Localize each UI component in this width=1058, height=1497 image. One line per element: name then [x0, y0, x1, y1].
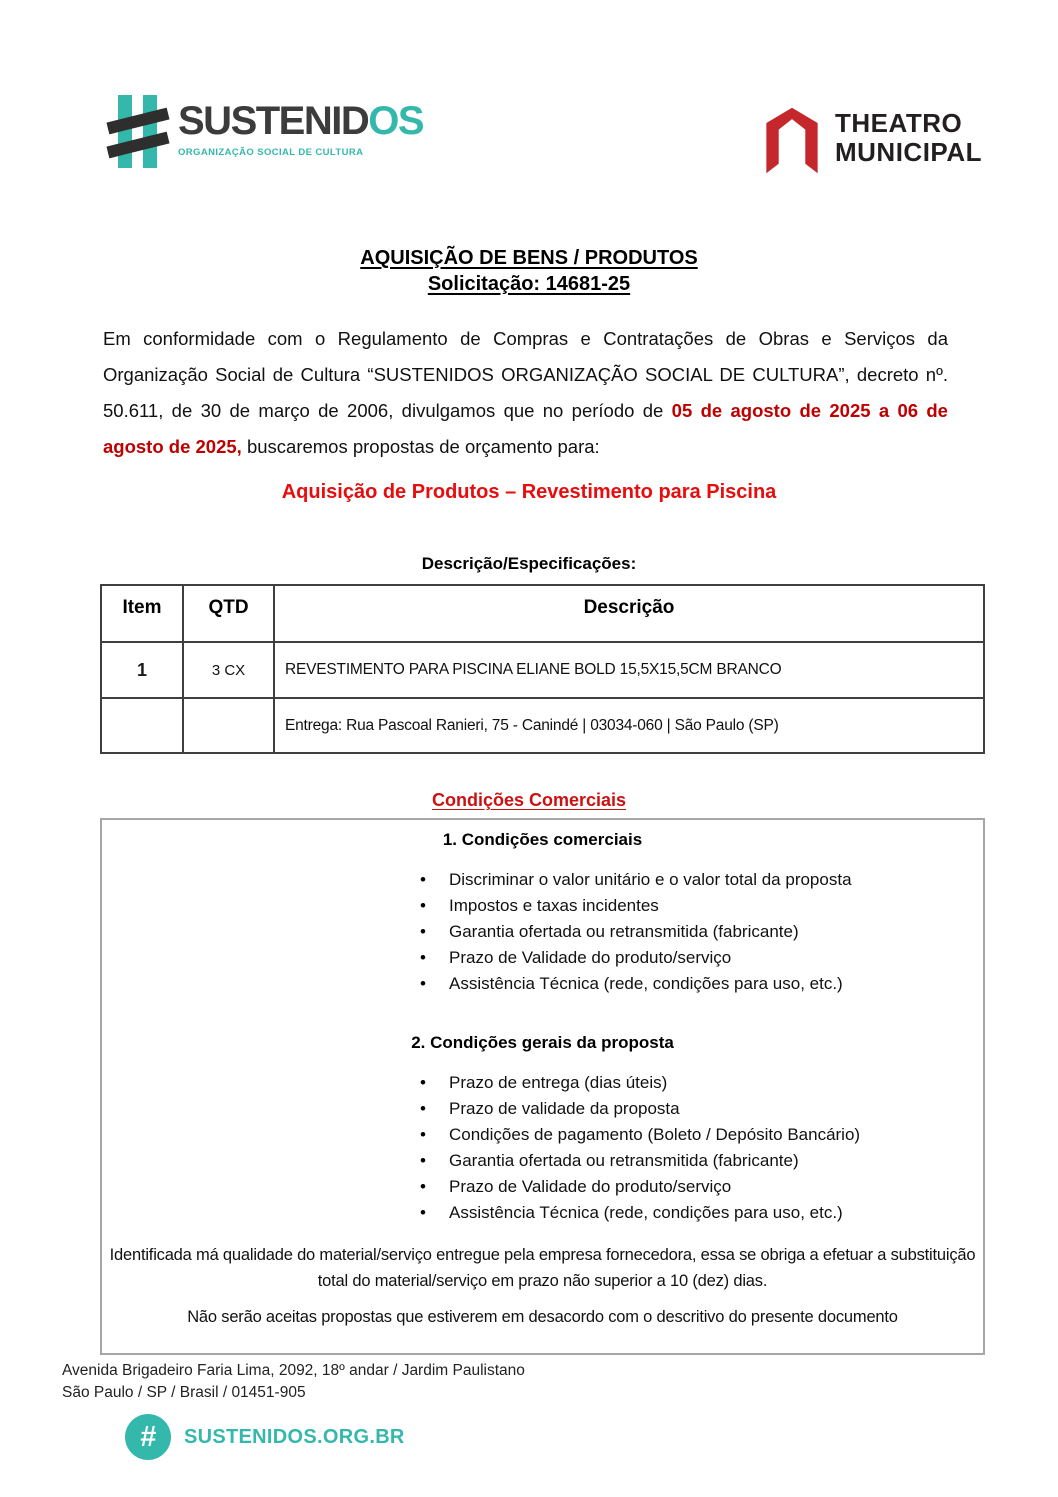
sustenidos-logo-text	[178, 93, 423, 158]
intro-part1: Em conformidade com o Regulamento de Compras e Contratações de Obras e Serviços da Organização Social de Cultura “SUSTENIDOS ORGANIZAÇÃO SOCIAL DE CULTURA”, decreto nº. 50.611, de 30 de março de 2006, divulgamos que no período de	[103, 328, 948, 421]
theatro-line2: MUNICIPAL	[834, 137, 982, 168]
footer-website: SUSTENIDOS.ORG.BR	[184, 1425, 405, 1448]
table-row	[101, 642, 984, 698]
sustenidos-logo	[110, 93, 423, 173]
document-title	[0, 245, 1058, 297]
column-header-qtd: QTD	[183, 585, 274, 642]
sustenidos-name-dark: SUSTENID	[178, 99, 369, 143]
item-number: 1	[101, 642, 183, 698]
footer-address-line1: Avenida Brigadeiro Faria Lima, 2092, 18º andar / Jardim Paulistano	[62, 1362, 525, 1379]
acceptance-note: Não serão aceitas propostas que estiverem em desacordo com o descritivo do presente documento	[187, 1308, 898, 1326]
sustenidos-tagline: ORGANIZAÇÃO SOCIAL DE CULTURA	[178, 147, 364, 158]
list-item: • Prazo de Validade do produto/serviço	[420, 1174, 983, 1200]
conditions-section2-list	[420, 1070, 983, 1226]
list-item: • Discriminar o valor unitário e o valor total da proposta	[420, 867, 983, 893]
table-header-row	[101, 585, 984, 642]
theatro-logo-text	[835, 103, 982, 167]
conditions-heading: Condições Comerciais	[431, 790, 627, 810]
quality-note: Identificada má qualidade do material/serviço entregue pela empresa fornecedora, essa se obriga a efetuar a substituição total do material/serviço em prazo não superior a 10 (dez) dias.	[109, 1246, 976, 1290]
item-description: REVESTIMENTO PARA PISCINA ELIANE BOLD 15,5X15,5CM BRANCO	[274, 642, 984, 698]
conditions-box	[100, 818, 985, 1355]
delivery-address: Entrega: Rua Pascoal Ranieri, 75 - Canindé | 03034-060 | São Paulo (SP)	[274, 698, 984, 753]
title-line2: Solicitação: 14681-25	[427, 273, 631, 295]
item-qtd	[183, 698, 274, 753]
subject-heading: Aquisição de Produtos – Revestimento para Piscina	[281, 481, 777, 503]
header	[0, 0, 1058, 179]
hash-icon	[110, 93, 172, 173]
intro-paragraph	[103, 321, 948, 465]
list-item: • Impostos e taxas incidentes	[420, 893, 983, 919]
intro-part2: buscaremos propostas de orçamento para:	[241, 436, 600, 457]
list-item: • Assistência Técnica (rede, condições para uso, etc.)	[420, 971, 983, 997]
list-item: • Garantia ofertada ou retransmitida (fabricante)	[420, 1148, 983, 1174]
list-item: • Prazo de entrega (dias úteis)	[420, 1070, 983, 1096]
theatro-line1: THEATRO	[834, 108, 963, 138]
theatro-municipal-logo	[763, 103, 982, 179]
column-header-descricao: Descrição	[274, 585, 984, 642]
conditions-section1-title: 1. Condições comerciais	[442, 830, 643, 849]
title-line1: AQUISIÇÃO DE BENS / PRODUTOS	[360, 247, 698, 269]
hash-circle-icon: #	[125, 1414, 171, 1460]
conditions-section1-list	[420, 867, 983, 997]
list-item: • Prazo de Validade do produto/serviço	[420, 945, 983, 971]
list-item: • Prazo de validade da proposta	[420, 1096, 983, 1122]
table-row	[101, 698, 984, 753]
items-table	[100, 584, 985, 754]
footer-address-line2: São Paulo / SP / Brasil / 01451-905	[62, 1384, 306, 1401]
footer-address	[62, 1360, 1058, 1404]
list-item: • Assistência Técnica (rede, condições para uso, etc.)	[420, 1200, 983, 1226]
intro-date-range: 05 de agosto de 2025 a 06 de agosto de 2025,	[103, 400, 948, 457]
list-item: • Condições de pagamento (Boleto / Depósito Bancário)	[420, 1122, 983, 1148]
item-number	[101, 698, 183, 753]
footer-brand	[125, 1414, 1058, 1460]
list-item: • Garantia ofertada ou retransmitida (fabricante)	[420, 919, 983, 945]
spec-label: Descrição/Especificações:	[421, 554, 637, 573]
column-header-item: Item	[101, 585, 183, 642]
theatro-arch-icon	[763, 103, 821, 179]
conditions-section2-title: 2. Condições gerais da proposta	[411, 1033, 674, 1052]
sustenidos-name-teal: OS	[368, 99, 424, 143]
item-qtd: 3 CX	[183, 642, 274, 698]
